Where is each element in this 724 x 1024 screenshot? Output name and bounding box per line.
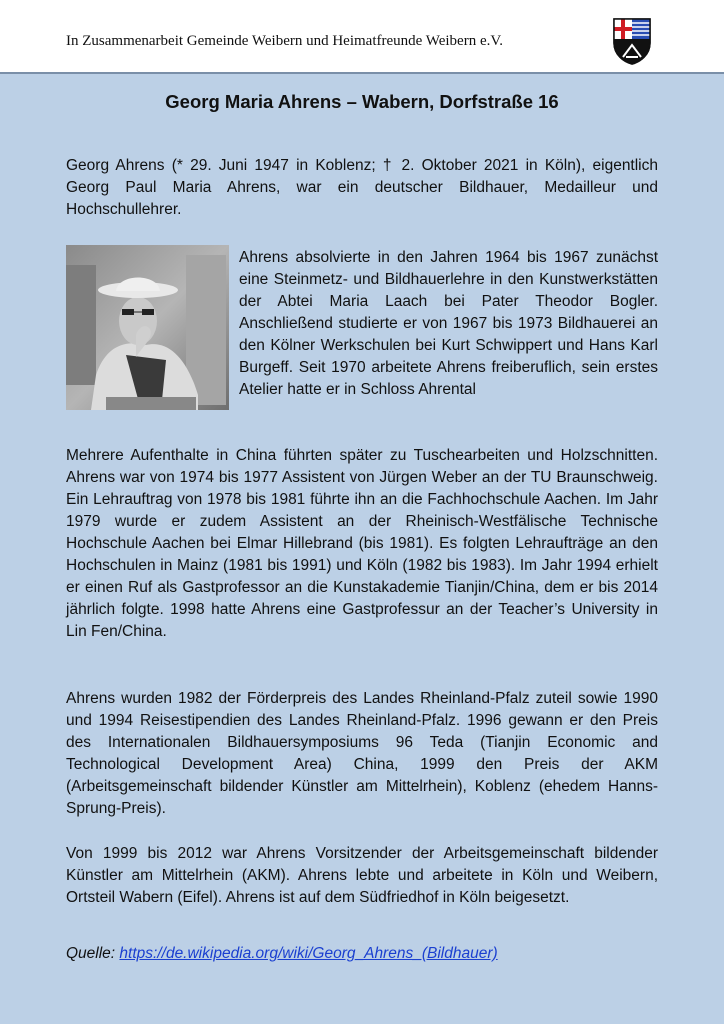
awards-paragraph: Ahrens wurden 1982 der Förderpreis des Landes Rheinland-Pfalz zuteil sowie 1990 und 1994 Reisestipendien des Landes Rheinland-Pfalz. 1996 gewann er den Preis des Internationalen Bildhauersymposiums 96 Teda (Tianjin Economic and Technological Development Area) China, 1999 den Preis der AKM (Arbeitsgemeinschaft bildender Künstler am Mittelrhein), Koblenz (ehedem Hanns-Sprung-Preis). xyxy=(66,690,658,817)
page-title: Georg Maria Ahrens – Wabern, Dorfstraße 16 xyxy=(165,91,559,112)
source-line xyxy=(66,945,498,963)
education-paragraph: Ahrens absolvierte in den Jahren 1964 bis 1967 zunächst eine Steinmetz- und Bildhauerlehre in den Kunstwerkstätten der Abtei Maria Laach bei Pater Theodor Bogler. Anschließend studierte er von 1967 bis 1973 Bildhauerei an den Kölner Werkschulen bei Kurt Schwippert und Hans Karl Burgeff. Seit 1970 arbeitete Ahrens freiberuflich, sein erstes Atelier hatte er in Schloss Ahrental xyxy=(239,249,658,398)
portrait-photo xyxy=(66,245,229,410)
header-text: In Zusammenarbeit Gemeinde Weibern und Heimatfreunde Weibern e.V. xyxy=(66,33,504,49)
later-life-paragraph: Von 1999 bis 2012 war Ahrens Vorsitzender der Arbeitsgemeinschaft bildender Künstler am Mittelrhein (AKM). Ahrens lebte und arbeitete in Köln und Weibern, Ortsteil Wabern (Eifel). Ahrens ist auf dem Südfriedhof in Köln beigesetzt. xyxy=(66,845,658,906)
municipal-coat-of-arms-icon xyxy=(612,17,652,65)
intro-paragraph: Georg Ahrens (* 29. Juni 1947 in Koblenz; † 2. Oktober 2021 in Köln), eigentlich Georg Paul Maria Ahrens, war ein deutscher Bildhauer, Medailleur und Hochschullehrer. xyxy=(66,157,658,218)
career-paragraph: Mehrere Aufenthalte in China führten später zu Tuschearbeiten und Holzschnitten. Ahrens war von 1974 bis 1977 Assistent von Jürgen Weber an der TU Braunschweig. Ein Lehrauftrag von 1978 bis 1981 führte ihn an die Fachhochschule Aachen. Im Jahr 1979 wurde er zudem Assistent an der Rheinisch-Westfälische Technische Hochschule Aachen bei Elmar Hillebrand (bis 1981). Es folgten Lehraufträge an den Hochschulen in Mainz (1981 bis 1991) und Köln (1982 bis 1983). Im Jahr 1994 erhielt er einen Ruf als Gastprofessor an die Kunstakademie Tianjin/China, dem er bis 2014 jährlich folgte. 1998 hatte Ahrens eine Gastprofessur an der Teacher’s University in Lin Fen/China. xyxy=(66,447,658,640)
source-label: Quelle: xyxy=(66,945,120,962)
source-link[interactable]: https://de.wikipedia.org/wiki/Georg_Ahrens_(Bildhauer) xyxy=(119,945,498,962)
page-header xyxy=(0,0,724,74)
